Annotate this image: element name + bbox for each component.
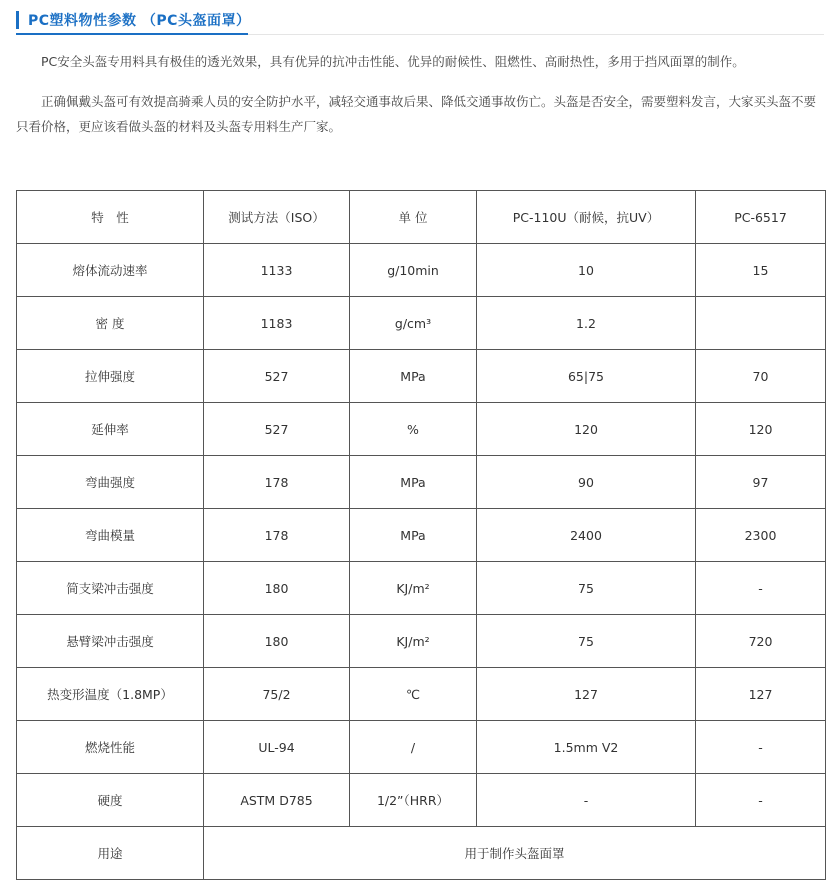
table-cell: 90 bbox=[477, 456, 696, 509]
table-cell: 简支梁冲击强度 bbox=[17, 562, 204, 615]
header-underline bbox=[16, 33, 248, 35]
table-cell: 硬度 bbox=[17, 774, 204, 827]
section-header bbox=[16, 9, 250, 31]
table-cell: 密 度 bbox=[17, 297, 204, 350]
table-cell: 178 bbox=[204, 456, 350, 509]
table-cell: 180 bbox=[204, 615, 350, 668]
section-title: PC塑料物性参数 （PC头盔面罩） bbox=[28, 13, 251, 29]
table-header-cell: 单 位 bbox=[350, 191, 477, 244]
table-row bbox=[17, 615, 826, 668]
table-cell: 527 bbox=[204, 403, 350, 456]
table-cell: 燃烧性能 bbox=[17, 721, 204, 774]
table-cell: 1/2”（HRR） bbox=[350, 774, 477, 827]
table-cell: 2300 bbox=[696, 509, 826, 562]
table-cell: KJ/m² bbox=[350, 562, 477, 615]
table-cell: 180 bbox=[204, 562, 350, 615]
header-accent-bar bbox=[16, 11, 19, 29]
table-cell: 延伸率 bbox=[17, 403, 204, 456]
table-header-cell: PC-6517 bbox=[696, 191, 826, 244]
table-cell: 527 bbox=[204, 350, 350, 403]
table-cell: 悬臂梁冲击强度 bbox=[17, 615, 204, 668]
usage-value: 用于制作头盔面罩 bbox=[204, 827, 826, 880]
table-header-cell: 特 性 bbox=[17, 191, 204, 244]
table-cell: 1133 bbox=[204, 244, 350, 297]
table-row bbox=[17, 350, 826, 403]
table-header-cell: 测试方法（ISO） bbox=[204, 191, 350, 244]
table-cell: UL-94 bbox=[204, 721, 350, 774]
table-cell: 127 bbox=[696, 668, 826, 721]
table-cell: g/cm³ bbox=[350, 297, 477, 350]
divider bbox=[248, 34, 824, 35]
table-cell: % bbox=[350, 403, 477, 456]
table-row bbox=[17, 509, 826, 562]
table-cell: 127 bbox=[477, 668, 696, 721]
table-row bbox=[17, 774, 826, 827]
table-cell: 弯曲强度 bbox=[17, 456, 204, 509]
table-header-row bbox=[17, 191, 826, 244]
table-cell: 720 bbox=[696, 615, 826, 668]
intro-paragraph-2: 正确佩戴头盔可有效提高骑乘人员的安全防护水平，减轻交通事故后果、降低交通事故伤亡。头盔是否安全，需要塑料发言，大家买头盔不要只看价格，更应该看做头盔的材料及头盔专用料生产厂家。 bbox=[16, 94, 817, 134]
table-cell: ASTM D785 bbox=[204, 774, 350, 827]
table-cell: 65|75 bbox=[477, 350, 696, 403]
table-cell: 熔体流动速率 bbox=[17, 244, 204, 297]
table-cell: - bbox=[696, 774, 826, 827]
table-cell: g/10min bbox=[350, 244, 477, 297]
table-cell: KJ/m² bbox=[350, 615, 477, 668]
table-cell: 15 bbox=[696, 244, 826, 297]
table-cell: 75/2 bbox=[204, 668, 350, 721]
table-cell: MPa bbox=[350, 350, 477, 403]
table-row bbox=[17, 562, 826, 615]
table-cell: / bbox=[350, 721, 477, 774]
usage-label: 用途 bbox=[17, 827, 204, 880]
table-cell: 热变形温度（1.8MP） bbox=[17, 668, 204, 721]
properties-table bbox=[16, 190, 826, 880]
table-row bbox=[17, 403, 826, 456]
table-row bbox=[17, 244, 826, 297]
table-cell: ℃ bbox=[350, 668, 477, 721]
table-row bbox=[17, 456, 826, 509]
table-cell: - bbox=[696, 562, 826, 615]
table-cell bbox=[696, 297, 826, 350]
table-cell: 120 bbox=[696, 403, 826, 456]
table-cell: MPa bbox=[350, 509, 477, 562]
table-cell: 75 bbox=[477, 562, 696, 615]
table-row bbox=[17, 297, 826, 350]
intro-paragraph-1: PC安全头盔专用料具有极佳的透光效果，具有优异的抗冲击性能、优异的耐候性、阻燃性、高耐热性，多用于挡风面罩的制作。 bbox=[41, 54, 745, 69]
table-header-cell: PC-110U（耐候，抗UV） bbox=[477, 191, 696, 244]
table-cell: 120 bbox=[477, 403, 696, 456]
table-row bbox=[17, 668, 826, 721]
table-cell: 弯曲模量 bbox=[17, 509, 204, 562]
table-cell: 10 bbox=[477, 244, 696, 297]
table-cell: 70 bbox=[696, 350, 826, 403]
table-cell: 1183 bbox=[204, 297, 350, 350]
table-cell: 拉伸强度 bbox=[17, 350, 204, 403]
table-cell: 1.5mm V2 bbox=[477, 721, 696, 774]
table-cell: 97 bbox=[696, 456, 826, 509]
table-row bbox=[17, 721, 826, 774]
table-cell: 178 bbox=[204, 509, 350, 562]
table-cell: 2400 bbox=[477, 509, 696, 562]
table-cell: 1.2 bbox=[477, 297, 696, 350]
table-cell: 75 bbox=[477, 615, 696, 668]
table-cell: MPa bbox=[350, 456, 477, 509]
usage-row bbox=[17, 827, 826, 880]
table-cell: - bbox=[477, 774, 696, 827]
table-cell: - bbox=[696, 721, 826, 774]
